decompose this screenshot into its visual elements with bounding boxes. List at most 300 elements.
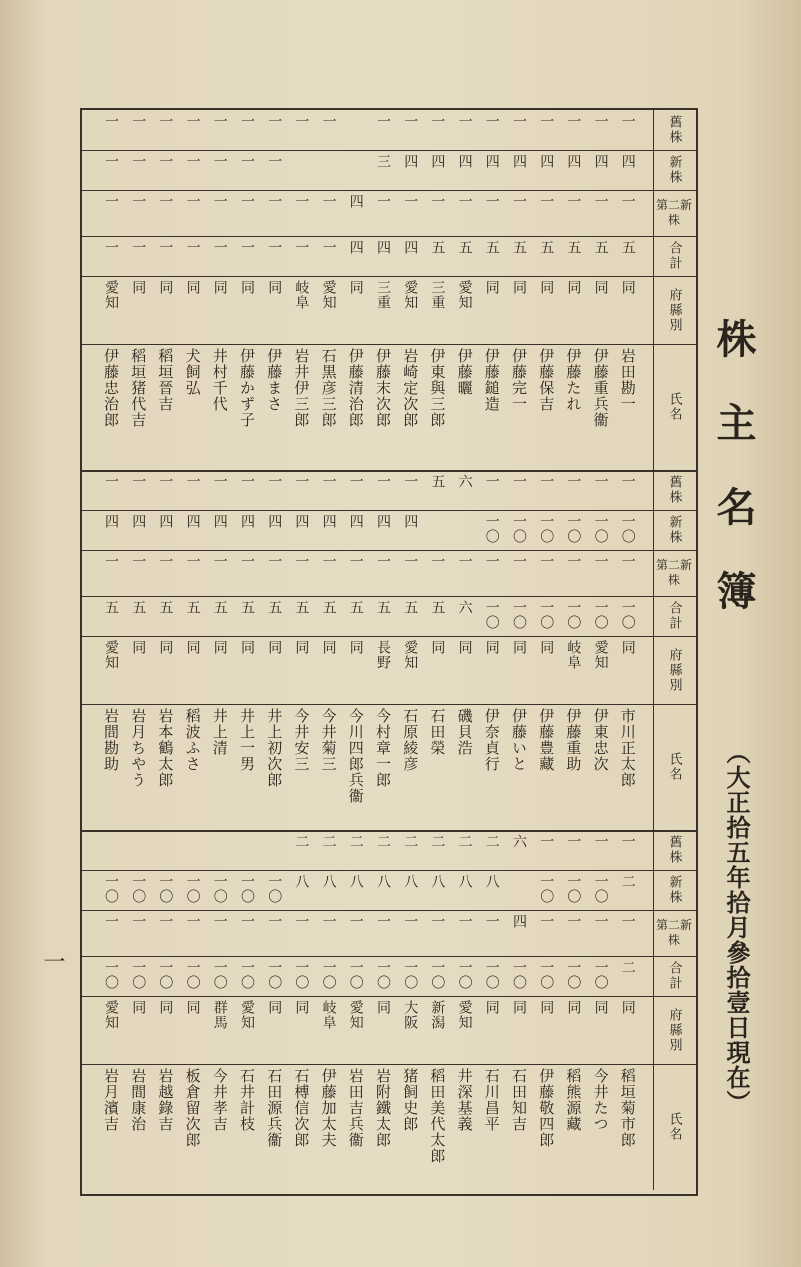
cell-pref-text: 同 <box>266 280 283 295</box>
cell-new-text: 四 <box>130 514 147 529</box>
cell-new-text: 四 <box>347 514 364 529</box>
cell-new2 <box>588 554 614 592</box>
cell-name-text: 今井孝吉 <box>210 1068 229 1132</box>
cell-new-text: 四 <box>266 514 283 529</box>
header-old <box>653 830 694 870</box>
cell-new2-text: 一 <box>211 554 228 569</box>
cell-total <box>207 960 233 992</box>
cell-name-text: 岩月濱吉 <box>102 1068 120 1132</box>
cell-new2-text: 一 <box>375 914 391 929</box>
cell-old <box>397 114 423 146</box>
cell-pref-text: 同 <box>565 280 582 295</box>
cell-new2 <box>397 194 423 232</box>
cell-pref-text: 同 <box>538 640 555 655</box>
cell-pref <box>98 640 124 700</box>
cell-old <box>180 474 206 506</box>
cell-pref <box>370 280 396 340</box>
cell-new2 <box>615 194 641 232</box>
row-divider <box>82 956 696 957</box>
cell-new <box>180 154 206 186</box>
cell-old-text: 一 <box>538 474 555 489</box>
cell-new <box>424 154 450 186</box>
cell-new <box>234 874 260 906</box>
cell-new2-text: 四 <box>347 194 364 209</box>
cell-total <box>234 600 260 632</box>
header-old <box>653 110 694 150</box>
block-divider <box>82 830 696 832</box>
cell-old-text: 二 <box>320 834 337 849</box>
cell-name <box>316 348 342 466</box>
cell-name <box>207 1068 233 1186</box>
cell-total <box>152 600 178 632</box>
cell-name-text: 岩間康治 <box>129 1068 148 1132</box>
cell-new-text: 一〇 <box>538 874 555 904</box>
cell-total <box>424 240 450 272</box>
cell-name-text: 伊藤忠治郎 <box>102 348 120 428</box>
cell-new <box>207 514 233 546</box>
cell-pref-text: 同 <box>266 640 283 655</box>
cell-pref-text: 同 <box>157 640 174 655</box>
cell-name-text: 石榑信次郎 <box>292 1068 311 1148</box>
cell-total <box>560 240 586 272</box>
cell-old <box>533 474 559 506</box>
cell-pref <box>533 640 559 700</box>
date-note: （大正拾五年拾月參拾壹日現在） <box>722 740 751 1115</box>
cell-pref <box>343 640 369 700</box>
cell-total <box>560 600 586 632</box>
cell-old <box>588 834 614 866</box>
cell-old <box>180 114 206 146</box>
header-total <box>653 236 694 276</box>
cell-old <box>533 114 559 146</box>
cell-new <box>152 514 178 546</box>
cell-name-text: 井深基義 <box>455 1068 474 1132</box>
cell-pref-text: 同 <box>211 640 228 655</box>
cell-name <box>452 348 478 466</box>
row-divider <box>82 190 696 191</box>
header-pref-label: 府縣別 <box>666 1007 682 1053</box>
cell-new2 <box>479 194 505 232</box>
cell-new-text: 一 <box>157 154 174 169</box>
cell-new2-text: 一 <box>293 554 310 569</box>
cell-total-text: 一〇 <box>157 960 174 990</box>
cell-new2-text: 一 <box>429 914 446 929</box>
cell-name <box>98 348 124 466</box>
cell-name <box>180 348 206 466</box>
cell-total-text: 一〇 <box>592 600 609 630</box>
cell-new-text: 四 <box>103 514 119 529</box>
cell-name-text: 伊藤敬四郎 <box>537 1068 556 1148</box>
cell-name <box>397 348 423 466</box>
cell-total-text: 一〇 <box>565 600 582 630</box>
cell-total-text: 一 <box>157 240 174 255</box>
cell-new2 <box>98 914 124 952</box>
cell-new2-text: 一 <box>211 914 228 929</box>
cell-name-text: 市川正太郎 <box>618 708 637 788</box>
cell-new2-text: 一 <box>592 554 609 569</box>
cell-name-text: 今井安三 <box>292 708 311 772</box>
cell-old-text: 一 <box>619 114 636 129</box>
cell-old <box>98 114 124 146</box>
cell-new-text: 一〇 <box>103 874 119 904</box>
cell-new2 <box>316 554 342 592</box>
cell-old-text: 一 <box>483 474 500 489</box>
cell-pref <box>370 640 396 700</box>
cell-new-text: 四 <box>511 154 527 169</box>
cell-old-text: 二 <box>402 834 419 849</box>
cell-new2-text: 一 <box>565 554 582 569</box>
cell-new2-text: 一 <box>483 194 500 209</box>
cell-old <box>506 834 532 866</box>
cell-new-text: 四 <box>402 514 419 529</box>
cell-pref <box>152 1000 178 1060</box>
cell-pref <box>452 640 478 700</box>
cell-pref <box>180 280 206 340</box>
cell-name <box>370 348 396 466</box>
cell-total-text: 一〇 <box>211 960 228 990</box>
cell-old <box>370 114 396 146</box>
cell-total-text: 一〇 <box>511 600 527 630</box>
cell-new2 <box>234 194 260 232</box>
cell-new <box>588 154 614 186</box>
cell-total <box>234 240 260 272</box>
cell-old-text: 一 <box>184 114 201 129</box>
cell-old-text: 一 <box>483 114 500 129</box>
cell-total-text: 五 <box>429 600 446 615</box>
cell-new2-text: 一 <box>293 914 310 929</box>
cell-new <box>533 874 559 906</box>
cell-name <box>397 708 423 826</box>
cell-pref <box>316 640 342 700</box>
cell-name <box>424 1068 450 1186</box>
cell-total-text: 一〇 <box>239 960 255 990</box>
cell-total-text: 六 <box>456 600 473 615</box>
cell-new2-text: 一 <box>157 554 174 569</box>
cell-pref-text: 同 <box>592 280 609 295</box>
cell-name-text: 石田知吉 <box>510 1068 528 1132</box>
cell-name-text: 石黒彦三郎 <box>319 348 338 428</box>
cell-new-text: 八 <box>483 874 500 889</box>
cell-new <box>98 874 124 906</box>
cell-old <box>560 114 586 146</box>
cell-name-text: 岩田勘一 <box>618 348 637 412</box>
cell-new-text: 四 <box>429 154 446 169</box>
cell-new2-text: 一 <box>239 194 255 209</box>
cell-new2-text: 一 <box>483 554 500 569</box>
cell-pref-text: 同 <box>511 1000 527 1015</box>
cell-pref <box>343 1000 369 1060</box>
cell-pref <box>180 1000 206 1060</box>
cell-new <box>261 154 287 186</box>
cell-total-text: 四 <box>347 240 364 255</box>
cell-new-text: 八 <box>347 874 364 889</box>
cell-total-text: 五 <box>103 600 119 615</box>
cell-new <box>452 154 478 186</box>
cell-pref <box>234 280 260 340</box>
cell-old-text: 一 <box>511 474 527 489</box>
cell-new2-text: 一 <box>619 914 636 929</box>
cell-name-text: 岩越錄吉 <box>156 1068 175 1132</box>
cell-name-text: 伊藤いと <box>510 708 528 772</box>
cell-new2 <box>343 194 369 232</box>
cell-old <box>506 114 532 146</box>
cell-total <box>152 960 178 992</box>
cell-name <box>424 348 450 466</box>
cell-new2 <box>615 914 641 952</box>
cell-total-text: 五 <box>429 240 446 255</box>
cell-old-text: 二 <box>347 834 364 849</box>
cell-pref-text: 同 <box>375 1000 391 1015</box>
cell-old-text: 二 <box>429 834 446 849</box>
cell-total <box>180 240 206 272</box>
cell-name <box>560 1068 586 1186</box>
cell-pref <box>261 640 287 700</box>
cell-pref <box>506 280 532 340</box>
cell-new <box>479 514 505 546</box>
cell-pref-text: 同 <box>130 640 147 655</box>
cell-new-text: 一〇 <box>619 514 636 544</box>
cell-new2 <box>452 914 478 952</box>
cell-name-text: 石川昌平 <box>482 1068 501 1132</box>
cell-old <box>397 474 423 506</box>
cell-new2 <box>560 914 586 952</box>
cell-new <box>424 874 450 906</box>
cell-pref-text: 同 <box>293 1000 310 1015</box>
cell-name-text: 伊東與三郎 <box>428 348 447 428</box>
cell-pref-text: 三重 <box>429 280 446 310</box>
cell-new-text: 四 <box>293 514 310 529</box>
cell-new2 <box>288 194 314 232</box>
header-new-label: 新株 <box>666 875 682 905</box>
cell-name-text: 伊藤まさ <box>265 348 284 412</box>
cell-new <box>180 514 206 546</box>
cell-pref-text: 同 <box>565 1000 582 1015</box>
cell-pref-text: 新潟 <box>429 1000 446 1030</box>
cell-new-text: 八 <box>320 874 337 889</box>
cell-pref <box>560 280 586 340</box>
cell-pref-text: 愛知 <box>320 280 337 310</box>
cell-new-text: 一 <box>266 154 283 169</box>
cell-new <box>207 154 233 186</box>
cell-new <box>588 514 614 546</box>
cell-new-text: 四 <box>402 154 419 169</box>
cell-new-text: 一〇 <box>592 514 609 544</box>
row-divider <box>82 344 696 345</box>
cell-old-text: 一 <box>239 114 255 129</box>
cell-total <box>125 240 151 272</box>
header-new2 <box>653 910 694 956</box>
cell-old-text: 一 <box>211 474 228 489</box>
cell-new <box>506 154 532 186</box>
cell-pref-text: 同 <box>538 280 555 295</box>
cell-total <box>452 600 478 632</box>
cell-name <box>234 708 260 826</box>
cell-name <box>207 708 233 826</box>
cell-new2 <box>506 914 532 952</box>
cell-old-text: 六 <box>511 834 527 849</box>
cell-new2-text: 一 <box>347 554 364 569</box>
cell-old <box>234 474 260 506</box>
cell-new <box>506 514 532 546</box>
cell-total <box>316 240 342 272</box>
cell-new2-text: 一 <box>619 554 636 569</box>
cell-total <box>125 600 151 632</box>
cell-new2-text: 一 <box>211 194 228 209</box>
cell-new2 <box>479 914 505 952</box>
cell-new2-text: 一 <box>538 914 555 929</box>
cell-new <box>207 874 233 906</box>
cell-new2 <box>152 914 178 952</box>
cell-new2 <box>397 554 423 592</box>
cell-old <box>316 114 342 146</box>
cell-total-text: 一〇 <box>293 960 310 990</box>
cell-new-text: 一〇 <box>130 874 147 904</box>
cell-old-text: 一 <box>429 114 446 129</box>
header-new-label: 新株 <box>666 515 682 545</box>
cell-pref-text: 同 <box>157 1000 174 1015</box>
cell-old <box>288 834 314 866</box>
cell-pref-text: 同 <box>538 1000 555 1015</box>
cell-total <box>424 600 450 632</box>
cell-old-text: 一 <box>511 114 527 129</box>
cell-total-text: 一 <box>103 240 119 255</box>
cell-new-text: 八 <box>456 874 473 889</box>
cell-old-text: 二 <box>293 834 310 849</box>
cell-old <box>424 834 450 866</box>
cell-old-text: 二 <box>456 834 473 849</box>
cell-total-text: 一〇 <box>184 960 201 990</box>
cell-total-text: 一〇 <box>402 960 419 990</box>
cell-new2-text: 一 <box>320 914 337 929</box>
cell-total-text: 五 <box>619 240 636 255</box>
cell-old-text: 一 <box>538 114 555 129</box>
cell-new2-text: 一 <box>184 914 201 929</box>
cell-old <box>207 114 233 146</box>
header-total <box>653 596 694 636</box>
cell-pref-text: 同 <box>619 1000 636 1015</box>
cell-name-text: 伊藤たれ <box>564 348 583 412</box>
cell-new2-text: 一 <box>429 194 446 209</box>
cell-old <box>261 114 287 146</box>
cell-new-text: 一 <box>103 154 119 169</box>
cell-name-text: 伊藤完一 <box>510 348 528 412</box>
cell-name <box>288 1068 314 1186</box>
header-name-label: 氏名 <box>666 752 682 782</box>
cell-new-text: 一〇 <box>184 874 201 904</box>
cell-total-text: 一〇 <box>347 960 364 990</box>
cell-new2-text: 一 <box>511 194 527 209</box>
cell-total-text: 一〇 <box>592 960 609 990</box>
cell-old <box>152 474 178 506</box>
cell-name <box>98 708 124 826</box>
row-divider <box>82 636 696 637</box>
header-old-label: 舊株 <box>666 115 682 145</box>
cell-name-text: 伊藤豊藏 <box>537 708 556 772</box>
cell-name <box>370 708 396 826</box>
cell-new2 <box>207 914 233 952</box>
cell-name <box>316 1068 342 1186</box>
cell-new <box>152 154 178 186</box>
header-new2 <box>653 550 694 596</box>
row-divider <box>82 910 696 911</box>
cell-name-text: 岩月ちやう <box>129 708 148 788</box>
cell-total <box>98 960 124 992</box>
cell-new2-text: 一 <box>157 914 174 929</box>
cell-new-text: 四 <box>320 514 337 529</box>
cell-name-text: 今井たつ <box>591 1068 610 1132</box>
cell-old <box>288 474 314 506</box>
cell-total <box>98 600 124 632</box>
cell-old-text: 六 <box>456 474 473 489</box>
cell-new2 <box>397 914 423 952</box>
cell-old <box>343 834 369 866</box>
cell-name <box>234 348 260 466</box>
cell-new2 <box>316 914 342 952</box>
cell-new <box>560 874 586 906</box>
cell-total <box>343 240 369 272</box>
cell-name-text: 岩井伊三郎 <box>292 348 311 428</box>
cell-name <box>588 348 614 466</box>
cell-new-text: 四 <box>456 154 473 169</box>
cell-old <box>343 114 369 146</box>
cell-new <box>370 874 396 906</box>
cell-new-text: 四 <box>211 514 228 529</box>
cell-total <box>288 240 314 272</box>
cell-name <box>234 1068 260 1186</box>
cell-total-text: 五 <box>511 240 527 255</box>
cell-total-text: 一〇 <box>130 960 147 990</box>
cell-total <box>180 600 206 632</box>
cell-new-text: 四 <box>565 154 582 169</box>
cell-name-text: 伊藤かず子 <box>238 348 256 428</box>
cell-new-text: 一 <box>239 154 255 169</box>
cell-pref <box>316 280 342 340</box>
cell-new2 <box>560 194 586 232</box>
cell-pref <box>424 1000 450 1060</box>
cell-name-text: 伊藤曬 <box>455 348 474 396</box>
cell-new2-text: 一 <box>130 914 147 929</box>
cell-pref <box>588 280 614 340</box>
cell-new <box>288 154 314 186</box>
cell-pref <box>479 1000 505 1060</box>
cell-old-text: 一 <box>347 474 364 489</box>
cell-total <box>370 960 396 992</box>
cell-pref <box>397 1000 423 1060</box>
cell-name <box>506 1068 532 1186</box>
cell-pref <box>615 280 641 340</box>
cell-name <box>615 1068 641 1186</box>
cell-name-text: 今川四郎兵衞 <box>346 708 365 804</box>
cell-new2 <box>506 194 532 232</box>
cell-pref <box>125 280 151 340</box>
cell-new <box>560 514 586 546</box>
cell-pref-text: 愛知 <box>103 1000 119 1030</box>
cell-new2-text: 一 <box>130 554 147 569</box>
cell-old-text: 一 <box>157 474 174 489</box>
cell-pref <box>152 280 178 340</box>
cell-pref-text: 同 <box>347 280 364 295</box>
cell-total <box>180 960 206 992</box>
cell-total-text: 五 <box>157 600 174 615</box>
header-total-label: 合計 <box>666 241 682 271</box>
cell-pref-text: 同 <box>483 640 500 655</box>
cell-pref-text: 愛知 <box>103 640 119 670</box>
cell-name-text: 猪飼史郎 <box>401 1068 420 1132</box>
cell-total-text: 一〇 <box>375 960 391 990</box>
cell-old <box>588 114 614 146</box>
cell-total-text: 五 <box>266 600 283 615</box>
cell-new <box>397 514 423 546</box>
